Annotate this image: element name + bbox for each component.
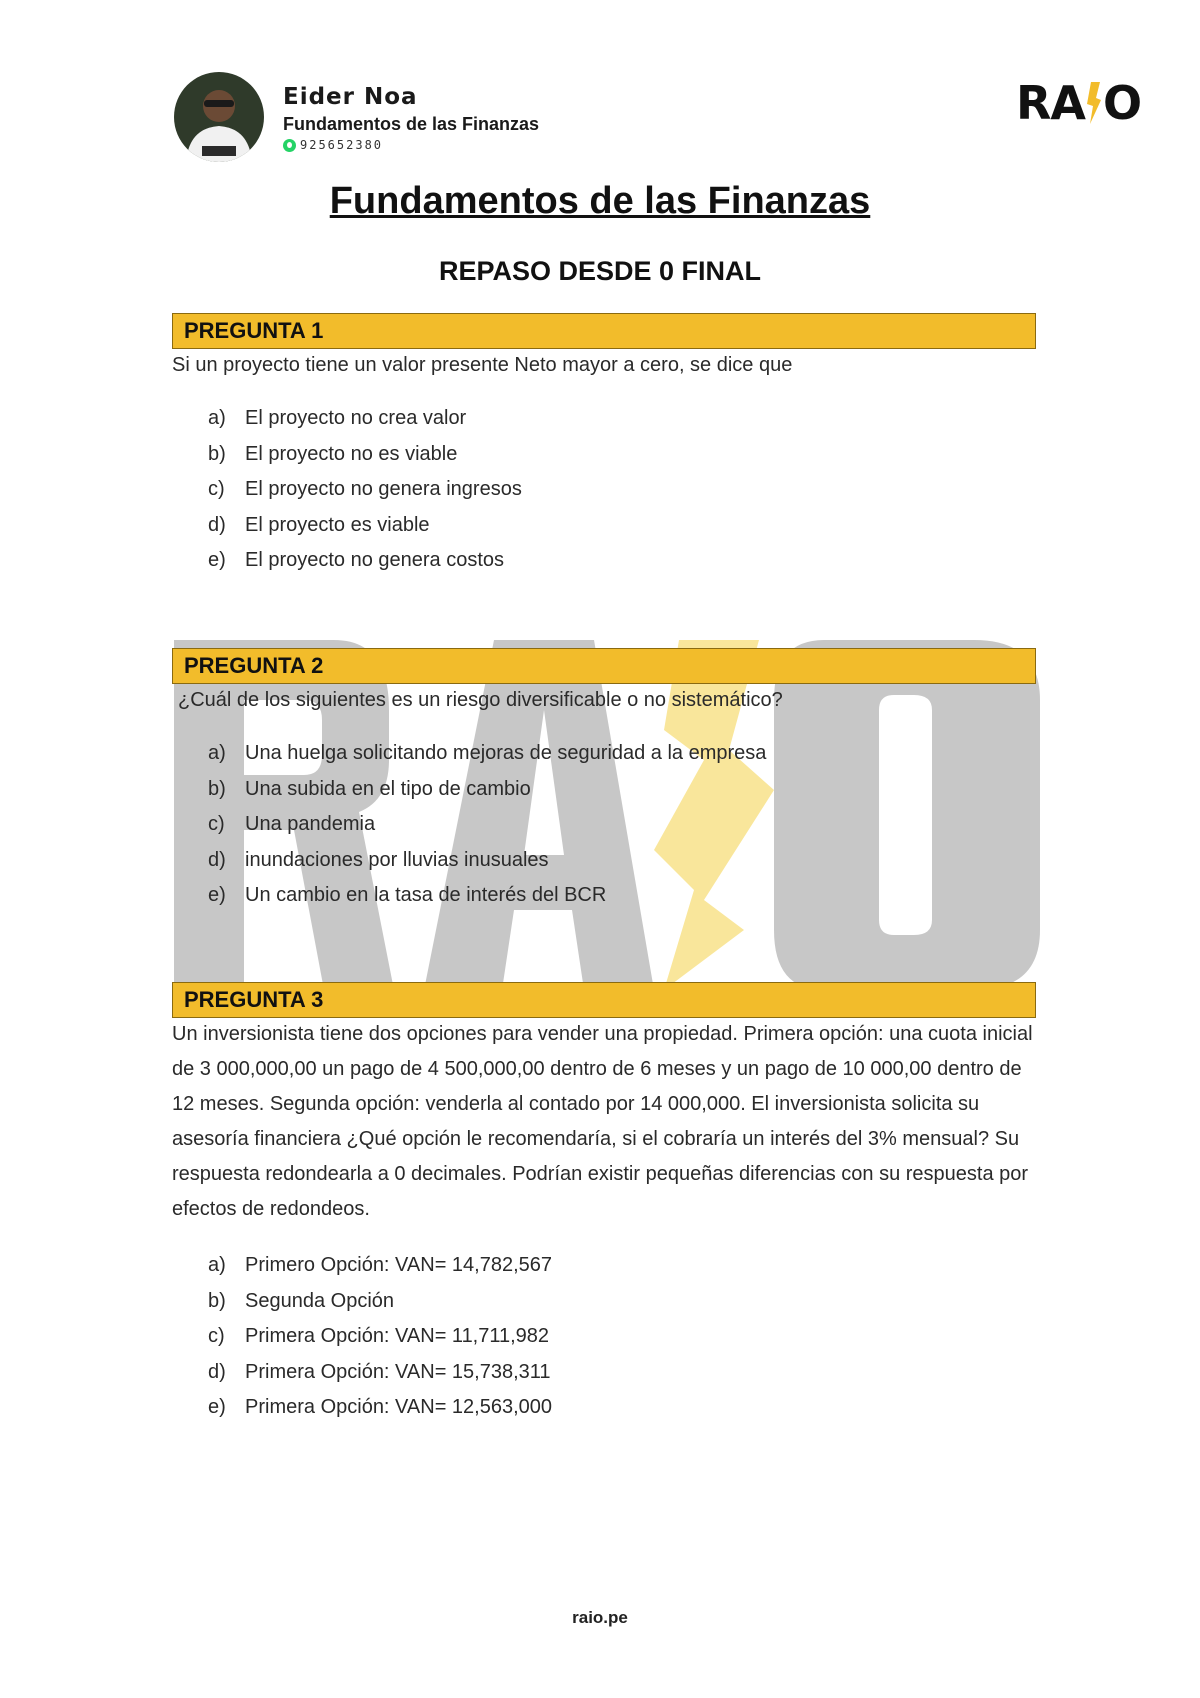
author-phone bbox=[283, 138, 383, 152]
question-1-header: PREGUNTA 1 bbox=[172, 313, 1036, 349]
option-item: a) Primero Opción: VAN= 14,782,567 bbox=[208, 1254, 553, 1276]
option-item: d) inundaciones por lluvias inusuales bbox=[208, 848, 549, 871]
brand-logo bbox=[1016, 76, 1141, 130]
question-1-options bbox=[208, 401, 522, 579]
author-name: Eider Noa bbox=[283, 84, 418, 110]
option-item: a) Una huelga solicitando mejoras de seguridad a la empresa bbox=[208, 742, 767, 764]
option-item: e) Primera Opción: VAN= 12,563,000 bbox=[208, 1396, 553, 1418]
brand-logo-right: O bbox=[1103, 76, 1142, 130]
question-3-header: PREGUNTA 3 bbox=[172, 982, 1036, 1018]
footer-website: raio.pe bbox=[572, 1608, 628, 1627]
option-item: b) Una subida en el tipo de cambio bbox=[208, 777, 531, 800]
option-item: c) Una pandemia bbox=[208, 813, 376, 835]
question-2-options bbox=[208, 736, 766, 914]
option-item: d) El proyecto es viable bbox=[208, 513, 430, 536]
question-3-text: Un inversionista tiene dos opciones para vender una propiedad. Primera opción: una cuota inicial de 3 000,000,00 un pago de 4 500,000,00 dentro de 6 meses y un pago de 10 000,00 dentro de 12 meses. Segunda opción: venderla al contado por 14 000,000. El inversionista solicita su asesoría financiera ¿Qué opción le recomendaría, si el cobraría un interés del 3% mensual? Su respuesta redondearla a 0 decimales. Podrían existir pequeñas diferencias con su respuesta por efectos de redondeos. bbox=[172, 1023, 1033, 1220]
question-3-options bbox=[208, 1248, 552, 1426]
option-item: b) Segunda Opción bbox=[208, 1289, 395, 1312]
whatsapp-icon bbox=[283, 139, 296, 152]
brand-logo-left: RA bbox=[1016, 76, 1086, 130]
option-item: d) Primera Opción: VAN= 15,738,311 bbox=[208, 1360, 551, 1383]
lightning-bolt-icon bbox=[1086, 82, 1102, 124]
option-item: e) El proyecto no genera costos bbox=[208, 549, 505, 571]
option-item: b) El proyecto no es viable bbox=[208, 442, 458, 465]
option-item: c) El proyecto no genera ingresos bbox=[208, 478, 522, 500]
phone-number: 925652380 bbox=[300, 138, 384, 152]
author-avatar bbox=[174, 72, 264, 162]
option-item: a) El proyecto no crea valor bbox=[208, 407, 467, 429]
question-2-header: PREGUNTA 2 bbox=[172, 648, 1036, 684]
option-item: c) Primera Opción: VAN= 11,711,982 bbox=[208, 1325, 550, 1347]
question-2-text: ¿Cuál de los siguientes es un riesgo diversificable o no sistemático? bbox=[178, 689, 783, 711]
document-title: Fundamentos de las Finanzas bbox=[329, 180, 871, 222]
question-1-text: Si un proyecto tiene un valor presente Neto mayor a cero, se dice que bbox=[172, 354, 793, 376]
document-subtitle: REPASO DESDE 0 FINAL bbox=[438, 256, 762, 286]
author-course: Fundamentos de las Finanzas bbox=[283, 114, 540, 134]
option-item: e) Un cambio en la tasa de interés del BCR bbox=[208, 884, 607, 906]
